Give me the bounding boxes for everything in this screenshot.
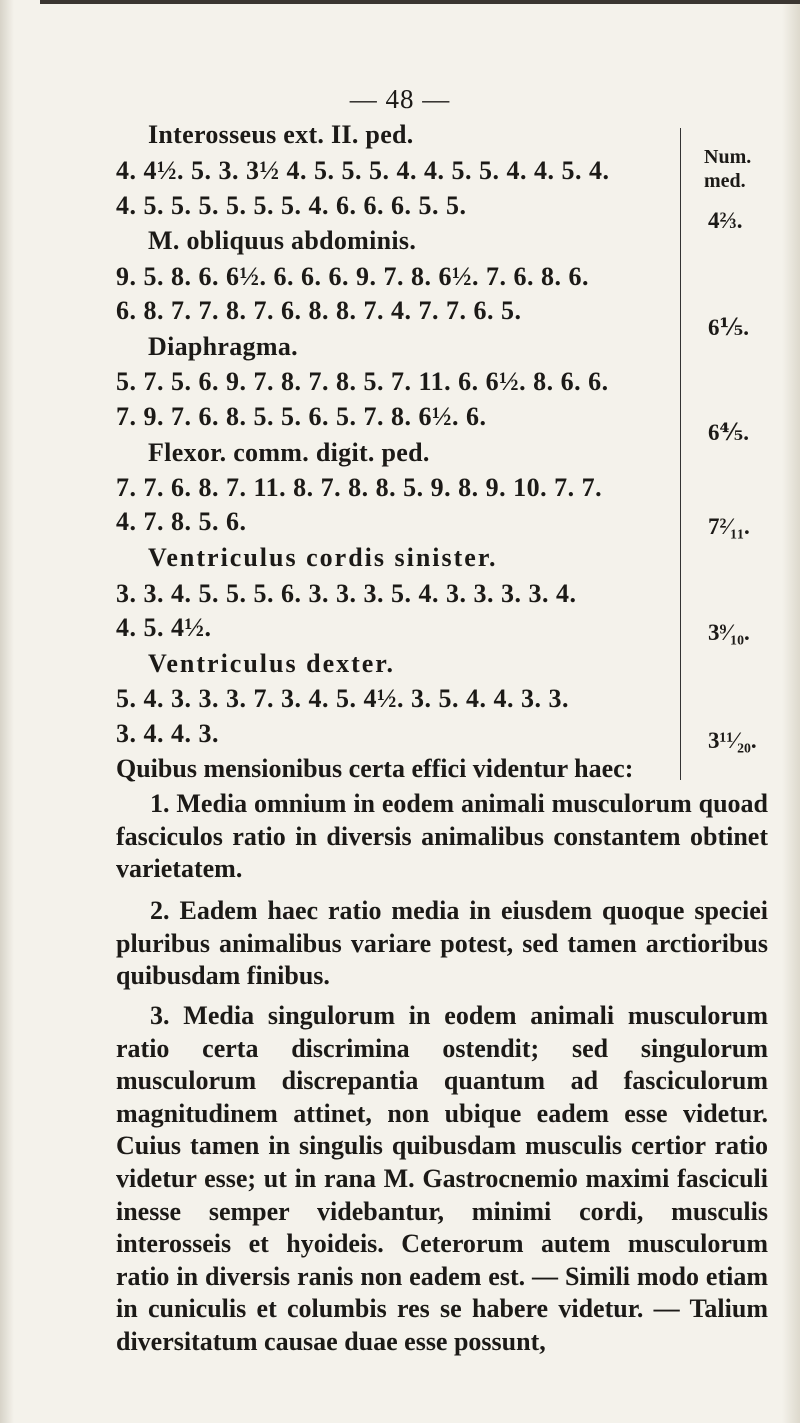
measurement-line: 4. 5. 5. 5. 5. 5. 5. 4. 6. 6. 6. 5. 5. xyxy=(116,191,467,220)
measurement-line: 3. 3. 4. 5. 5. 5. 6. 3. 3. 3. 5. 4. 3. 3. 3. 3. 4. xyxy=(116,579,577,608)
average-value: 4⅔. xyxy=(708,208,743,233)
measurement-line: 6. 8. 7. 7. 8. 7. 6. 8. 8. 7. 4. 7. 7. 6. 5. xyxy=(116,296,522,325)
measurement-line: 4. 7. 8. 5. 6. xyxy=(116,507,247,536)
average-value: 6⅘. xyxy=(708,420,750,445)
paragraph-2: 2. Eadem haec ratio media in eiusdem quoque speciei pluribus animalibus variare potest, sed tamen arctioribus quibusdam finibus. xyxy=(116,896,768,991)
measurement-line: 7. 7. 6. 8. 7. 11. 8. 7. 8. 8. 5. 9. 8. 9. 10. 7. 7. xyxy=(116,473,603,502)
top-rule xyxy=(40,0,800,4)
measurement-line: 5. 7. 5. 6. 9. 7. 8. 7. 8. 5. 7. 11. 6. 6½. 8. 6. 6. xyxy=(116,367,609,396)
measurement-line: 4. 5. 4½. xyxy=(116,613,212,642)
page-edge-left xyxy=(0,0,14,1423)
muscle-label-interosseus: Interosseus ext. II. ped. xyxy=(148,120,414,149)
num-header-line-2: med. xyxy=(704,170,746,192)
paragraph-3: 3. Media singulorum in eodem animali musculorum ratio certa discrimina ostendit; sed singulorum musculorum discrepantia quantum ad fasciculorum magnitudinem attinet, non ubique eadem esse videtur. Cuius tamen in singulis quibusdam musculis certior ratio videtur esse; ut in rana M. Gastrocnemio maximi fasciculi inesse semper videbantur, minimi cordi, musculis interosseis et hyoideis. Ceterorum autem musculorum ratio in diversis ranis non eadem est. — Simili modo etiam in cuniculis et columbis res se habere videtur. — Talium diversitatum causae duae esse possunt, xyxy=(116,1001,768,1356)
average-value: 3⁹⁄₁₀. xyxy=(708,620,750,645)
average-value: 3¹¹⁄₂₀. xyxy=(708,728,757,753)
paragraph-1: 1. Media omnium in eodem animali musculorum quoad fasciculos ratio in diversis animalibus constantem obtinet varietatem. xyxy=(116,789,768,884)
average-value: 7²⁄₁₁. xyxy=(708,514,750,539)
measurement-line: 4. 4½. 5. 3. 3½ 4. 5. 5. 5. 4. 4. 5. 5. 4. 4. 5. 4. xyxy=(116,156,610,185)
measurement-line: 9. 5. 8. 6. 6½. 6. 6. 6. 9. 7. 8. 6½. 7. 6. 8. 6. xyxy=(116,262,589,291)
muscle-label-ventriculus-dexter: Ventriculus dexter. xyxy=(148,649,395,678)
conclusions-heading: Quibus mensionibus certa effici videntur haec: xyxy=(116,754,634,783)
measurement-line: 7. 9. 7. 6. 8. 5. 5. 6. 5. 7. 8. 6½. 6. xyxy=(116,402,487,431)
average-value: 6⅕. xyxy=(708,315,750,340)
column-divider xyxy=(680,128,681,780)
muscle-label-ventriculus-sinister: Ventriculus cordis sinister. xyxy=(148,543,498,572)
num-header-line-1: Num. xyxy=(704,146,752,168)
page-edge-right xyxy=(782,0,800,1423)
muscle-label-diaphragma: Diaphragma. xyxy=(148,332,298,361)
muscle-label-obliquus: M. obliquus abdominis. xyxy=(148,226,417,255)
num-med-header xyxy=(704,145,751,193)
page-number: — 48 — xyxy=(349,84,451,114)
muscle-label-flexor: Flexor. comm. digit. ped. xyxy=(148,438,430,467)
measurement-line: 3. 4. 4. 3. xyxy=(116,719,219,748)
measurement-line: 5. 4. 3. 3. 3. 7. 3. 4. 5. 4½. 3. 5. 4. 4. 3. 3. xyxy=(116,684,569,713)
